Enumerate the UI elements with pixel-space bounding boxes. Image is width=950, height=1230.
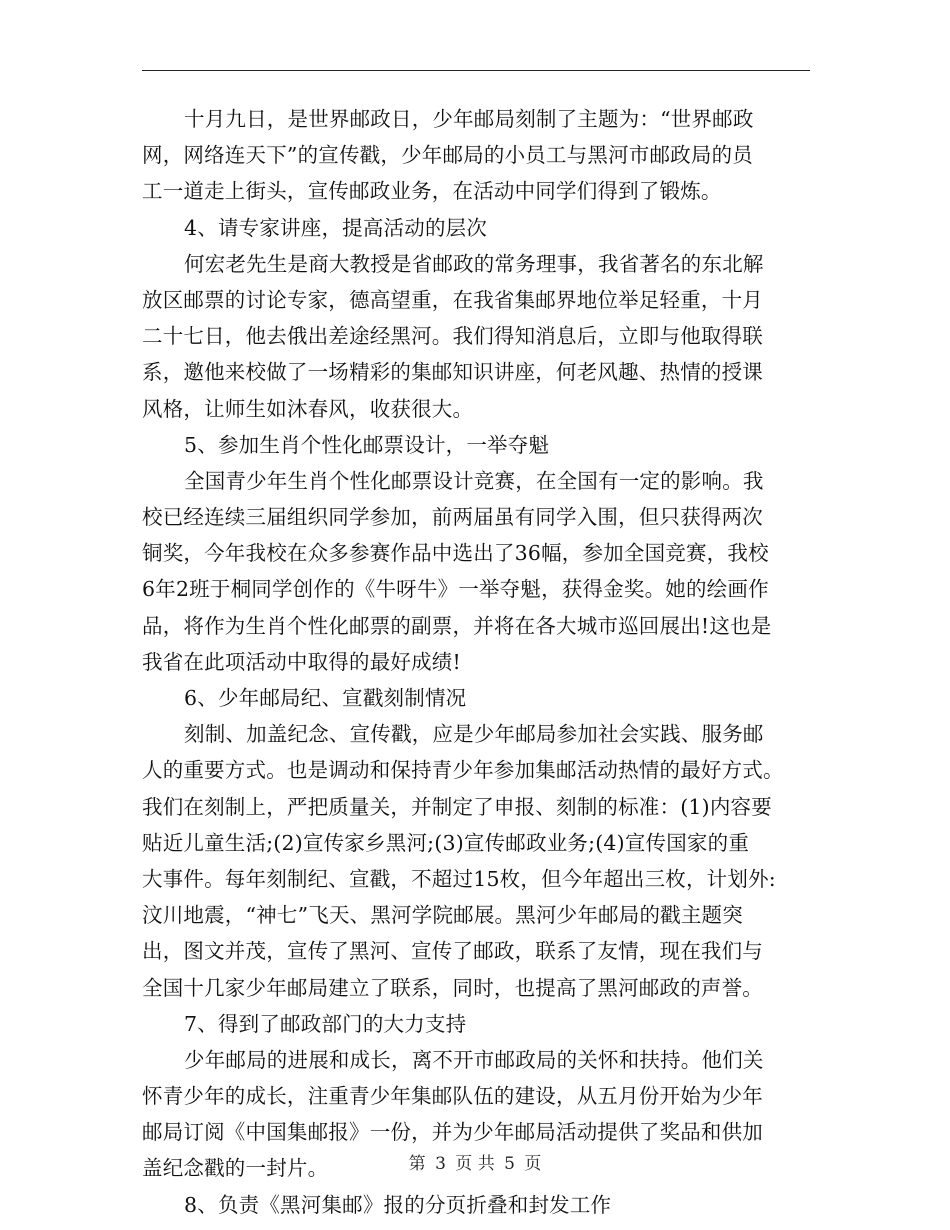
text-line: 6、少年邮局纪、宣戳刻制情况 (184, 686, 467, 710)
text-line: 少年邮局的进展和成长，离不开市邮政局的关怀和扶持。他们关 (184, 1047, 764, 1072)
text-line: 我省在此项活动中取得的最好成绩! (142, 649, 461, 674)
text-line: 刻制、加盖纪念、宣传戳，应是少年邮局参加社会实践、服务邮 (184, 722, 764, 747)
footer-suffix: 页 (524, 1154, 542, 1174)
text-line: 4、请专家讲座，提高活动的层次 (184, 215, 488, 240)
text-line: 5、参加生肖个性化邮票设计，一举夺魁 (184, 432, 550, 457)
text-line: 怀青少年的成长，注重青少年集邮队伍的建设，从五月份开始为少年 (142, 1084, 763, 1109)
text-line: 风格，让师生如沐春风，收获很大。 (142, 396, 474, 421)
text-line: 8、负责《黑河集邮》报的分页折叠和封发工作 (184, 1192, 612, 1217)
text-line: 7、得到了邮政部门的大力支持 (184, 1011, 467, 1036)
text-line: 十月九日，是世界邮政日，少年邮局刻制了主题为：“世界邮政 (184, 107, 754, 131)
text-line: 何宏老先生是商大教授是省邮政的常务理事，我省著名的东北解 (184, 251, 764, 276)
header-rule (142, 70, 810, 71)
text-line: 放区邮票的讨论专家，德高望重，在我省集邮界地位举足轻重，十月 (142, 287, 763, 312)
text-line: 系，邀他来校做了一场精彩的集邮知识讲座，何老风趣、热情的授课 (142, 360, 763, 385)
text-line: 盖纪念戳的一封片。 (142, 1156, 329, 1181)
text-line: 人的重要方式。也是调动和保持青少年参加集邮活动热情的最好方式。 (142, 758, 784, 783)
document-body (142, 101, 810, 1223)
text-line: 二十七日，他去俄出差途经黑河。我们得知消息后，立即与他取得联 (142, 324, 763, 349)
text-line: 邮局订阅《中国集邮报》一份，并为少年邮局活动提供了奖品和供加 (142, 1120, 763, 1145)
text-line: 全国青少年生肖个性化邮票设计竞赛，在全国有一定的影响。我 (184, 468, 764, 493)
footer-middle: 页 共 (455, 1154, 495, 1174)
page-footer (0, 1152, 950, 1176)
text-line: 全国十几家少年邮局建立了联系，同时，也提高了黑河邮政的声誉。 (142, 975, 763, 1000)
text-line: 我们在刻制上，严把质量关，并制定了申报、刻制的标准：(1)内容要 (142, 794, 772, 819)
text-line: 网，网络连天下”的宣传戳，少年邮局的小员工与黑河市邮政局的员 (142, 143, 753, 168)
footer-page-number: 3 (435, 1154, 446, 1174)
text-line: 汶川地震，“神七”飞天、黑河学院邮展。黑河少年邮局的戳主题突 (142, 903, 743, 928)
text-line: 校已经连续三届组织同学参加，前两届虽有同学入围，但只获得两次 (142, 505, 763, 530)
text-line: 铜奖，今年我校在众多参赛作品中选出了36幅，参加全国竞赛，我校 (142, 541, 769, 566)
text-line: 品，将作为生肖个性化邮票的副票，并将在各大城市巡回展出!这也是 (142, 613, 772, 638)
footer-prefix: 第 (408, 1154, 426, 1174)
footer-total-pages: 5 (504, 1154, 515, 1174)
text-line: 大事件。每年刻制纪、宣戳，不超过15枚，但今年超出三枚，计划外: (142, 866, 776, 891)
text-line: 6年2班于桐同学创作的《牛呀牛》一举夺魁，获得金奖。她的绘画作 (142, 577, 769, 602)
text-line: 贴近儿童生活;(2)宣传家乡黑河;(3)宣传邮政业务;(4)宣传国家的重 (142, 830, 750, 855)
text-line: 工一道走上街头，宣传邮政业务，在活动中同学们得到了锻炼。 (142, 179, 722, 204)
text-line: 出，图文并茂，宣传了黑河、宣传了邮政，联系了友情，现在我们与 (142, 939, 763, 964)
